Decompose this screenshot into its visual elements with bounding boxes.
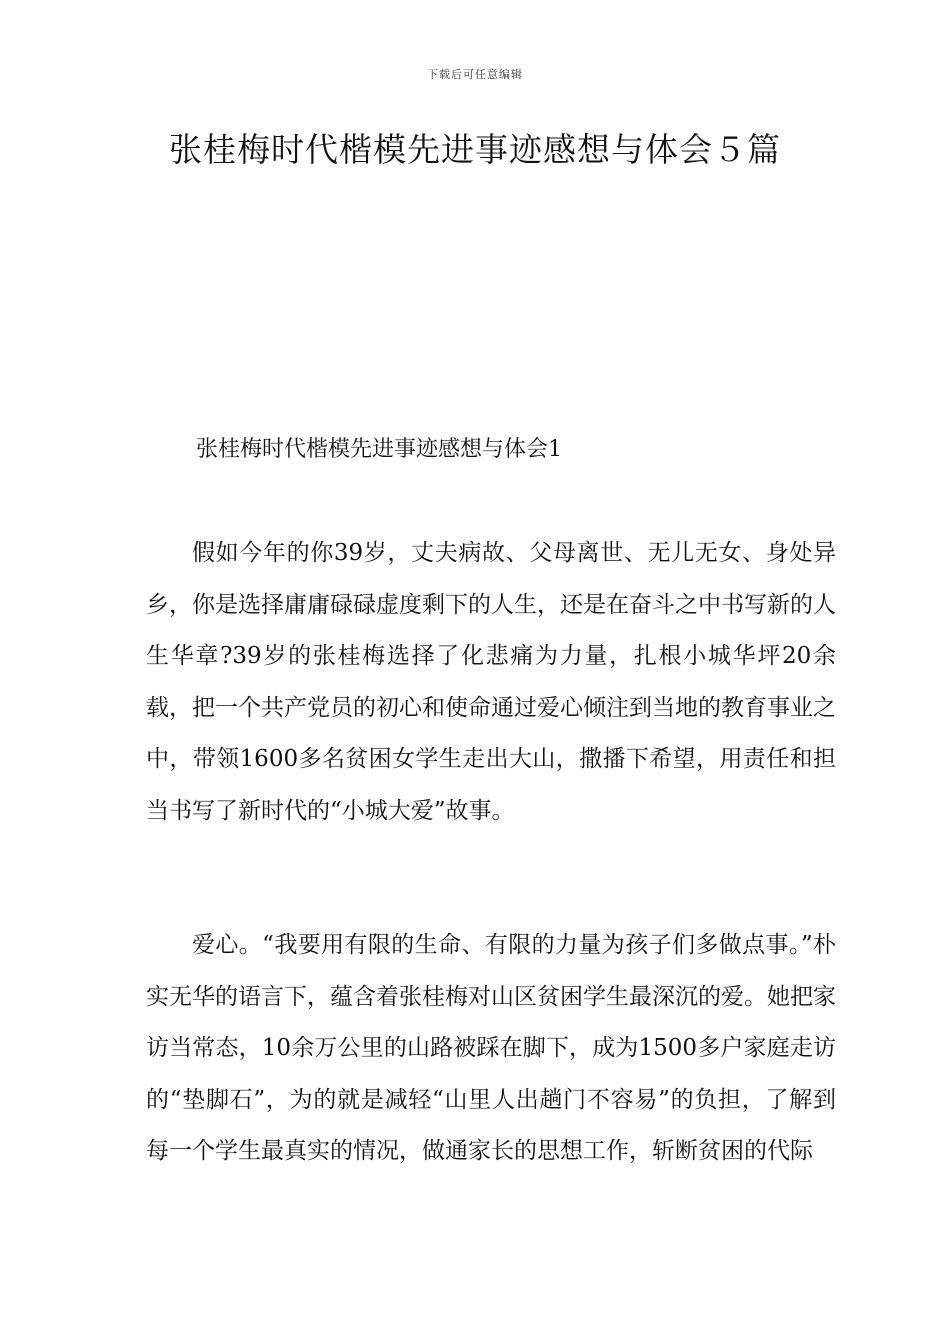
section-title: 张桂梅时代楷模先进事迹感想与体会1 xyxy=(196,437,562,462)
header-note: 下载后可任意编辑 xyxy=(427,68,523,81)
paragraph-2: 爱心。“我要用有限的生命、有限的力量为孩子们多做点事。”朴实无华的语言下，蕴含着张桂梅对山区贫困学生最深沉的爱。她把家访当常态，10余万公里的山路被踩在脚下，成为1500多户家庭走访的“垫脚石”，为的就是减轻“山里人出趟门不容易”的负担，了解到每一个学生最真实的情况，做通家长的思想工作，斩断贫困的代际 xyxy=(146,932,836,1164)
document-title: 张桂梅时代楷模先进事迹感想与体会５篇 xyxy=(169,130,781,169)
paragraph-1: 假如今年的你39岁，丈夫病故、父母离世、无儿无女、身处异乡，你是选择庸庸碌碌虚度剩下的人生，还是在奋斗之中书写新的人生华章?39岁的张桂梅选择了化悲痛为力量，扎根小城华坪20余载，把一个共产党员的初心和使命通过爱心倾注到当地的教育事业之中，带领1600多名贫困女学生走出大山，撒播下希望，用责任和担当书写了新时代的“小城大爱”故事。 xyxy=(146,540,836,824)
